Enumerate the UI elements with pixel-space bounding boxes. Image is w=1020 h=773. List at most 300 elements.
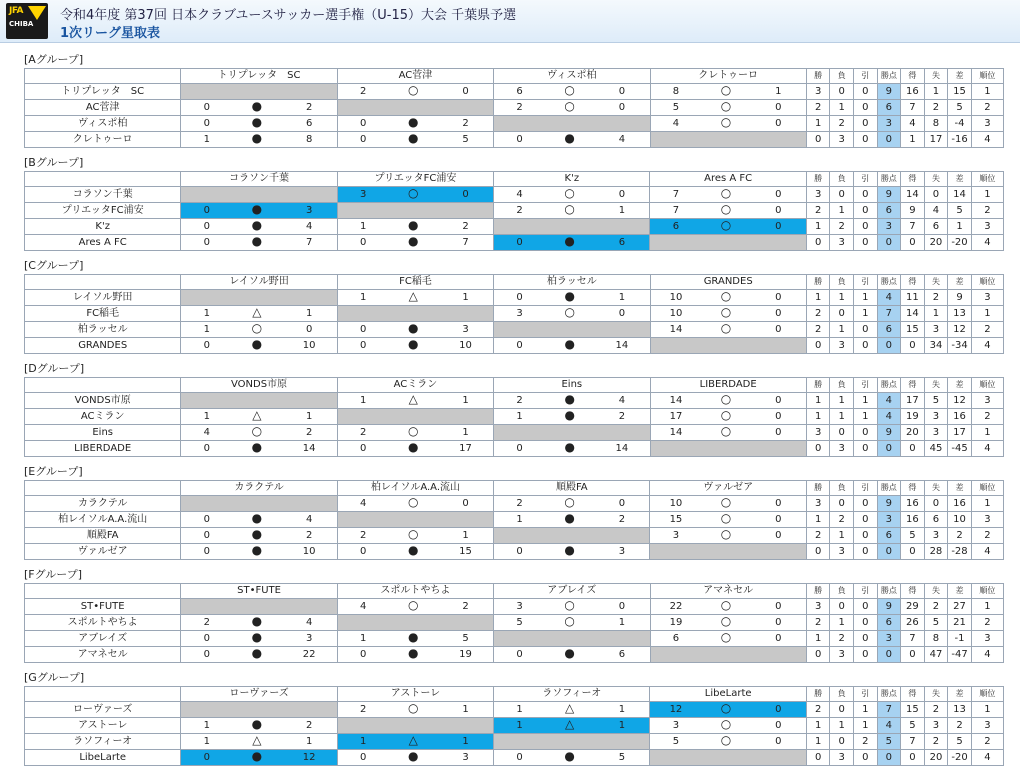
win-mark-icon: ○: [408, 701, 419, 715]
score-against: 1: [282, 409, 338, 425]
group-label: [Fグループ]: [24, 568, 83, 581]
goals-against-cell: 28: [924, 544, 948, 560]
table-row: [25, 734, 1004, 750]
result-mark: [701, 322, 750, 338]
win-mark-icon: ○: [564, 305, 575, 319]
result-mark: [701, 512, 750, 528]
result-mark: [232, 528, 281, 544]
result-mark: [701, 718, 750, 734]
losses-cell: 0: [830, 425, 854, 441]
draws-cell: 0: [853, 750, 877, 766]
score-for: 0: [181, 235, 232, 251]
score-against: 5: [594, 750, 650, 766]
score-for: 5: [494, 615, 545, 631]
stat-header: 引: [853, 172, 877, 187]
goals-for-cell: 5: [901, 718, 925, 734]
stat-header: 負: [830, 275, 854, 290]
stat-header: 勝点: [877, 275, 901, 290]
table-header-row: [25, 584, 1004, 599]
rank-cell: 3: [971, 290, 1003, 306]
self-match-cell: [181, 393, 337, 409]
win-mark-icon: ○: [720, 511, 732, 525]
draw-mark-icon: △: [565, 701, 575, 715]
losses-cell: 3: [830, 441, 854, 457]
loss-mark-icon: ●: [408, 543, 419, 557]
win-mark-icon: ○: [720, 218, 732, 232]
wins-cell: 1: [806, 409, 830, 425]
opponent-header: ヴァルゼア: [650, 481, 806, 496]
goals-for-cell: 7: [901, 100, 925, 116]
win-mark-icon: ○: [408, 424, 419, 438]
win-mark-icon: ○: [251, 321, 263, 335]
result-mark: [389, 235, 438, 251]
loss-mark-icon: ●: [564, 440, 575, 454]
score-for: 1: [337, 290, 388, 306]
goals-for-cell: 9: [901, 203, 925, 219]
goals-against-cell: 2: [924, 290, 948, 306]
score-against: 1: [594, 203, 650, 219]
self-match-cell: [181, 496, 337, 512]
points-cell: 9: [877, 84, 901, 100]
goals-against-cell: 3: [924, 322, 948, 338]
wins-cell: 0: [806, 235, 830, 251]
standings-table: [24, 274, 1004, 354]
stat-header: 引: [853, 687, 877, 702]
draw-mark-icon: △: [408, 733, 418, 747]
wins-cell: 0: [806, 132, 830, 148]
score-for: 1: [337, 734, 388, 750]
score-for: 1: [337, 393, 388, 409]
losses-cell: 1: [830, 290, 854, 306]
rank-cell: 1: [971, 425, 1003, 441]
table-row: [25, 599, 1004, 615]
stat-header: 差: [948, 378, 972, 393]
opponent-header: ラソフィーオ: [494, 687, 650, 702]
score-against: 2: [282, 425, 338, 441]
goals-against-cell: 34: [924, 338, 948, 354]
goals-against-cell: 0: [924, 496, 948, 512]
result-mark: [701, 100, 750, 116]
result-mark: [701, 599, 750, 615]
result-mark: [701, 409, 750, 425]
score-for: 0: [337, 132, 388, 148]
score-against: 3: [282, 203, 338, 219]
draws-cell: 0: [853, 116, 877, 132]
score-against: 0: [438, 187, 494, 203]
score-against: 1: [438, 734, 494, 750]
self-match-cell: [181, 702, 337, 718]
score-against: 15: [438, 544, 494, 560]
losses-cell: 0: [830, 84, 854, 100]
score-against: 0: [594, 306, 650, 322]
score-against: 2: [594, 409, 650, 425]
score-against: 1: [438, 702, 494, 718]
goals-for-cell: 26: [901, 615, 925, 631]
score-against: 1: [282, 306, 338, 322]
score-against: 0: [751, 718, 807, 734]
points-cell: 5: [877, 734, 901, 750]
score-for: 10: [650, 306, 701, 322]
goal-diff-cell: 14: [948, 187, 972, 203]
goal-diff-cell: 5: [948, 203, 972, 219]
wins-cell: 1: [806, 290, 830, 306]
loss-mark-icon: ●: [251, 115, 263, 129]
wins-cell: 1: [806, 116, 830, 132]
score-against: 2: [438, 599, 494, 615]
loss-mark-icon: ●: [408, 440, 419, 454]
stat-header: 勝点: [877, 584, 901, 599]
result-mark: [545, 718, 594, 734]
losses-cell: 1: [830, 100, 854, 116]
win-mark-icon: ○: [564, 495, 575, 509]
loss-mark-icon: ●: [564, 289, 575, 303]
result-mark: [545, 599, 594, 615]
stat-header: 勝: [806, 275, 830, 290]
team-name: ヴィスポ柏: [25, 116, 181, 132]
goals-against-cell: 3: [924, 425, 948, 441]
self-match-cell: [650, 750, 806, 766]
score-against: 22: [282, 647, 338, 663]
score-for: 7: [650, 203, 701, 219]
result-mark: [232, 100, 281, 116]
rank-cell: 3: [971, 219, 1003, 235]
score-against: 8: [282, 132, 338, 148]
goals-against-cell: 2: [924, 734, 948, 750]
win-mark-icon: ○: [720, 305, 732, 319]
score-for: 1: [337, 631, 388, 647]
table-row: [25, 647, 1004, 663]
table-header-row: [25, 69, 1004, 84]
goals-for-cell: 0: [901, 647, 925, 663]
result-mark: [701, 203, 750, 219]
win-mark-icon: ○: [720, 321, 732, 335]
draw-mark-icon: △: [252, 408, 262, 422]
result-mark: [389, 441, 438, 457]
result-mark: [389, 631, 438, 647]
team-name: ヴァルゼア: [25, 544, 181, 560]
score-for: 14: [650, 393, 701, 409]
win-mark-icon: ○: [720, 717, 732, 731]
opponent-header: LIBERDADE: [650, 378, 806, 393]
wins-cell: 0: [806, 338, 830, 354]
loss-mark-icon: ●: [408, 630, 419, 644]
points-cell: 4: [877, 718, 901, 734]
self-match-cell: [337, 306, 493, 322]
wins-cell: 0: [806, 544, 830, 560]
score-against: 1: [594, 615, 650, 631]
score-against: 0: [751, 528, 807, 544]
result-mark: [545, 615, 594, 631]
result-mark: [232, 306, 281, 322]
goals-against-cell: 2: [924, 599, 948, 615]
score-for: 0: [337, 750, 388, 766]
team-name: ST•FUTE: [25, 599, 181, 615]
stat-header: 得: [901, 687, 925, 702]
goals-for-cell: 0: [901, 235, 925, 251]
stat-header: 差: [948, 481, 972, 496]
score-for: 6: [650, 219, 701, 235]
wins-cell: 1: [806, 219, 830, 235]
league-tables: [24, 52, 1004, 773]
team-name: 順殿FA: [25, 528, 181, 544]
table-row: [25, 322, 1004, 338]
score-for: 0: [181, 528, 232, 544]
result-mark: [232, 219, 281, 235]
score-against: 1: [594, 290, 650, 306]
score-for: 2: [181, 615, 232, 631]
score-for: 0: [181, 631, 232, 647]
wins-cell: 3: [806, 599, 830, 615]
score-against: 0: [282, 322, 338, 338]
goals-against-cell: 47: [924, 647, 948, 663]
team-name: K'z: [25, 219, 181, 235]
score-against: 14: [594, 338, 650, 354]
stat-header: 負: [830, 378, 854, 393]
result-mark: [545, 512, 594, 528]
result-mark: [389, 219, 438, 235]
loss-mark-icon: ●: [251, 131, 263, 145]
result-mark: [701, 187, 750, 203]
team-name: GRANDES: [25, 338, 181, 354]
stat-header: 得: [901, 275, 925, 290]
result-mark: [389, 734, 438, 750]
stat-header: 順位: [971, 275, 1003, 290]
rank-cell: 3: [971, 393, 1003, 409]
goals-for-cell: 14: [901, 187, 925, 203]
score-for: 0: [494, 338, 545, 354]
rank-cell: 1: [971, 187, 1003, 203]
score-against: 0: [751, 631, 807, 647]
result-mark: [545, 750, 594, 766]
result-mark: [545, 702, 594, 718]
goal-diff-cell: 15: [948, 84, 972, 100]
group-label: [Eグループ]: [24, 465, 83, 478]
score-against: 19: [438, 647, 494, 663]
points-cell: 3: [877, 219, 901, 235]
stat-header: 失: [924, 275, 948, 290]
score-for: 0: [494, 647, 545, 663]
stat-header: 順位: [971, 69, 1003, 84]
points-cell: 9: [877, 187, 901, 203]
goals-for-cell: 17: [901, 393, 925, 409]
wins-cell: 2: [806, 322, 830, 338]
goal-diff-cell: -28: [948, 544, 972, 560]
team-name: ローヴァーズ: [25, 702, 181, 718]
goals-against-cell: 4: [924, 203, 948, 219]
win-mark-icon: ○: [408, 83, 419, 97]
goals-against-cell: 5: [924, 393, 948, 409]
goals-for-cell: 11: [901, 290, 925, 306]
result-mark: [545, 544, 594, 560]
group-block: [24, 670, 1004, 773]
points-cell: 6: [877, 528, 901, 544]
losses-cell: 3: [830, 132, 854, 148]
score-for: 0: [337, 647, 388, 663]
draws-cell: 0: [854, 338, 878, 354]
loss-mark-icon: ●: [564, 392, 575, 406]
score-against: 2: [282, 528, 338, 544]
goals-for-cell: 0: [901, 750, 925, 766]
result-mark: [701, 290, 750, 306]
loss-mark-icon: ●: [251, 202, 263, 216]
wins-cell: 1: [806, 718, 830, 734]
result-mark: [389, 322, 438, 338]
score-against: 0: [751, 702, 807, 718]
score-for: 0: [494, 544, 545, 560]
goal-diff-cell: -16: [948, 132, 972, 148]
score-against: 0: [594, 84, 650, 100]
opponent-header: トリプレッタ SC: [181, 69, 337, 84]
table-row: [25, 219, 1004, 235]
goals-against-cell: 3: [924, 409, 948, 425]
score-for: 22: [650, 599, 701, 615]
table-row: [25, 528, 1004, 544]
stat-header: 失: [924, 69, 948, 84]
stat-header: 勝: [806, 687, 830, 702]
stat-header: 引: [854, 275, 878, 290]
score-against: 7: [282, 235, 338, 251]
score-against: 0: [751, 100, 807, 116]
draws-cell: 0: [853, 187, 877, 203]
draws-cell: 0: [853, 599, 877, 615]
score-against: 0: [751, 615, 807, 631]
rank-cell: 4: [971, 750, 1003, 766]
self-match-cell: [337, 615, 493, 631]
goal-diff-cell: -20: [948, 750, 972, 766]
table-row: [25, 187, 1004, 203]
score-against: 0: [594, 100, 650, 116]
table-row: [25, 116, 1004, 132]
score-against: 4: [594, 132, 650, 148]
score-for: 1: [181, 734, 232, 750]
group-block: [24, 361, 1004, 464]
points-cell: 4: [877, 409, 901, 425]
table-row: [25, 84, 1004, 100]
stat-header: 勝点: [877, 378, 901, 393]
score-for: 0: [181, 203, 232, 219]
result-mark: [389, 702, 438, 718]
table-header-row: [25, 378, 1004, 393]
goals-for-cell: 16: [901, 496, 925, 512]
wins-cell: 3: [806, 84, 830, 100]
stat-header: 得: [901, 172, 925, 187]
stat-header: 順位: [971, 378, 1003, 393]
goals-for-cell: 7: [901, 734, 925, 750]
team-name: AC菅津: [25, 100, 181, 116]
score-for: 1: [181, 322, 232, 338]
score-for: 3: [650, 718, 701, 734]
goals-for-cell: 4: [901, 116, 925, 132]
score-for: 0: [181, 544, 232, 560]
result-mark: [545, 647, 594, 663]
loss-mark-icon: ●: [251, 614, 263, 628]
wins-cell: 2: [806, 615, 830, 631]
goals-for-cell: 19: [901, 409, 925, 425]
result-mark: [389, 187, 438, 203]
draws-cell: 0: [853, 84, 877, 100]
win-mark-icon: ○: [564, 99, 575, 113]
score-for: 3: [337, 187, 388, 203]
goals-for-cell: 5: [901, 528, 925, 544]
result-mark: [701, 734, 750, 750]
self-match-cell: [650, 235, 806, 251]
opponent-header: ST•FUTE: [181, 584, 337, 599]
draws-cell: 0: [853, 219, 877, 235]
result-mark: [545, 496, 594, 512]
opponent-header: クレトゥーロ: [650, 69, 806, 84]
self-match-cell: [650, 338, 806, 354]
wins-cell: 2: [806, 702, 830, 718]
wins-cell: 1: [806, 734, 830, 750]
stat-header: 負: [830, 584, 854, 599]
result-mark: [545, 393, 594, 409]
goals-for-cell: 15: [901, 322, 925, 338]
score-for: 2: [337, 425, 388, 441]
team-name: トリプレッタ SC: [25, 84, 181, 100]
stat-header: 負: [830, 69, 854, 84]
table-row: [25, 718, 1004, 734]
table-row: [25, 702, 1004, 718]
stat-header: 差: [948, 275, 972, 290]
goal-diff-cell: 5: [948, 734, 972, 750]
loss-mark-icon: ●: [251, 646, 263, 660]
win-mark-icon: ○: [564, 614, 575, 628]
score-against: 0: [594, 496, 650, 512]
draw-mark-icon: △: [565, 717, 575, 731]
team-name: Eins: [25, 425, 181, 441]
self-match-cell: [181, 187, 337, 203]
points-cell: 4: [877, 393, 901, 409]
losses-cell: 0: [830, 599, 854, 615]
win-mark-icon: ○: [251, 424, 263, 438]
score-for: 1: [494, 702, 545, 718]
result-mark: [545, 409, 594, 425]
result-mark: [545, 306, 594, 322]
losses-cell: 2: [830, 512, 854, 528]
wins-cell: 2: [806, 528, 830, 544]
score-against: 2: [438, 116, 494, 132]
group-block: [24, 52, 1004, 155]
draws-cell: 0: [853, 631, 877, 647]
score-for: 15: [650, 512, 701, 528]
goals-against-cell: 1: [924, 306, 948, 322]
losses-cell: 3: [830, 235, 854, 251]
rank-cell: 1: [971, 702, 1003, 718]
score-for: 14: [650, 425, 701, 441]
score-for: 10: [650, 290, 701, 306]
team-name: VONDS市原: [25, 393, 181, 409]
points-cell: 0: [877, 338, 901, 354]
result-mark: [232, 512, 281, 528]
score-against: 14: [594, 441, 650, 457]
goals-against-cell: 20: [924, 235, 948, 251]
losses-cell: 1: [830, 393, 854, 409]
points-cell: 9: [877, 425, 901, 441]
score-for: 6: [494, 84, 545, 100]
win-mark-icon: ○: [720, 392, 732, 406]
result-mark: [701, 702, 750, 718]
group-label: [Bグループ]: [24, 156, 84, 169]
score-for: 0: [494, 290, 545, 306]
goals-against-cell: 20: [924, 750, 948, 766]
result-mark: [701, 631, 750, 647]
loss-mark-icon: ●: [251, 543, 263, 557]
standings-table: [24, 583, 1004, 663]
draw-mark-icon: △: [408, 289, 418, 303]
result-mark: [389, 599, 438, 615]
score-against: 1: [438, 393, 494, 409]
goals-for-cell: 15: [901, 702, 925, 718]
